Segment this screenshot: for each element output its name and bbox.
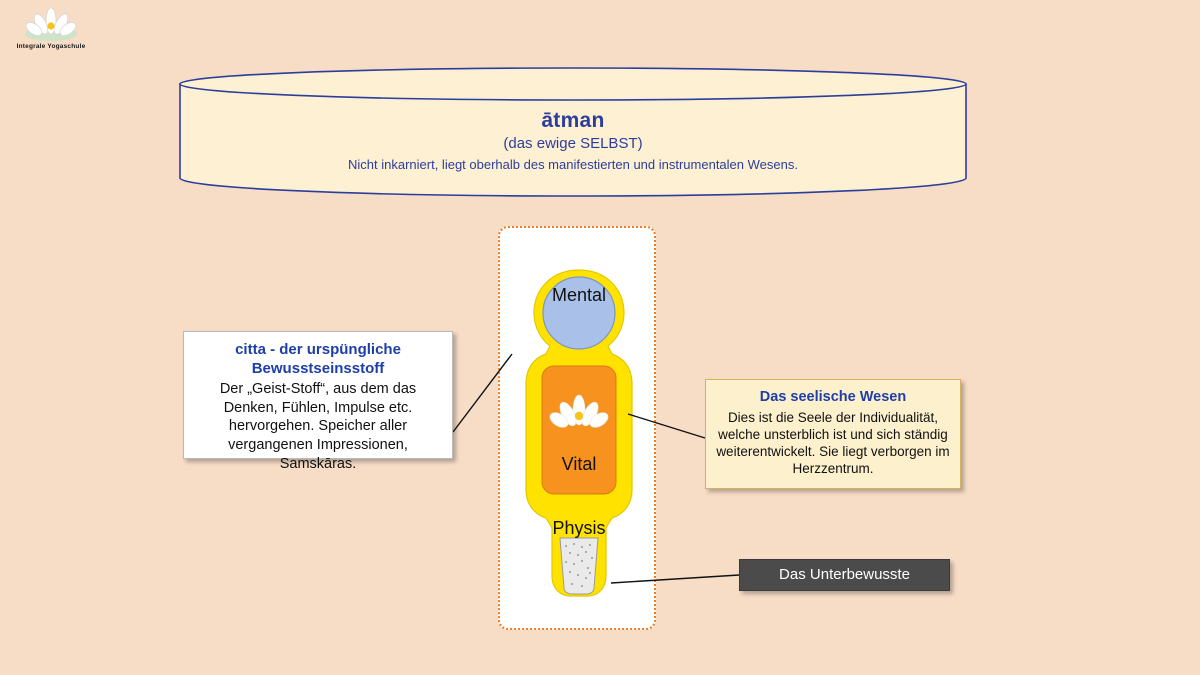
callout-seele-body: Dies ist die Seele der Individualität, welche unsterblich ist und sich ständig weiterentwickelt. Sie liegt verborgen im Herzzentrum. — [716, 409, 950, 477]
atman-text-block — [178, 108, 968, 174]
physis-label: Physis — [552, 518, 606, 538]
vital-label: Vital — [561, 454, 597, 474]
logo-caption: Integrale Yogaschule — [16, 43, 86, 50]
callout-citta-title: citta - der urspüngliche Bewusstseinsstoff — [235, 341, 401, 378]
atman-note: Nicht inkarniert, liegt oberhalb des manifestierten und instrumentalen Wesens. — [348, 157, 798, 172]
callout-seelisches-wesen — [705, 379, 961, 489]
atman-cylinder — [178, 66, 968, 198]
lotus-icon — [22, 4, 80, 42]
logo — [8, 4, 94, 60]
being-column — [498, 226, 656, 630]
atman-subtitle: (das ewige SELBST) — [503, 135, 643, 153]
callout-seele-title: Das seelische Wesen — [759, 389, 907, 405]
callout-citta — [183, 331, 453, 472]
callout-citta-body: Der „Geist-Stoff“, aus dem das Denken, Fühlen, Impulse etc. hervorgehen. Speicher aller vergangenen Impressionen, Samskāras. — [219, 381, 417, 472]
mental-label: Mental — [551, 285, 607, 305]
atman-title: ātman — [541, 109, 605, 132]
callout-unterbewusste-body: Das Unterbewusste — [779, 566, 910, 584]
being-figure — [500, 228, 658, 632]
callout-unterbewusste — [739, 559, 950, 591]
